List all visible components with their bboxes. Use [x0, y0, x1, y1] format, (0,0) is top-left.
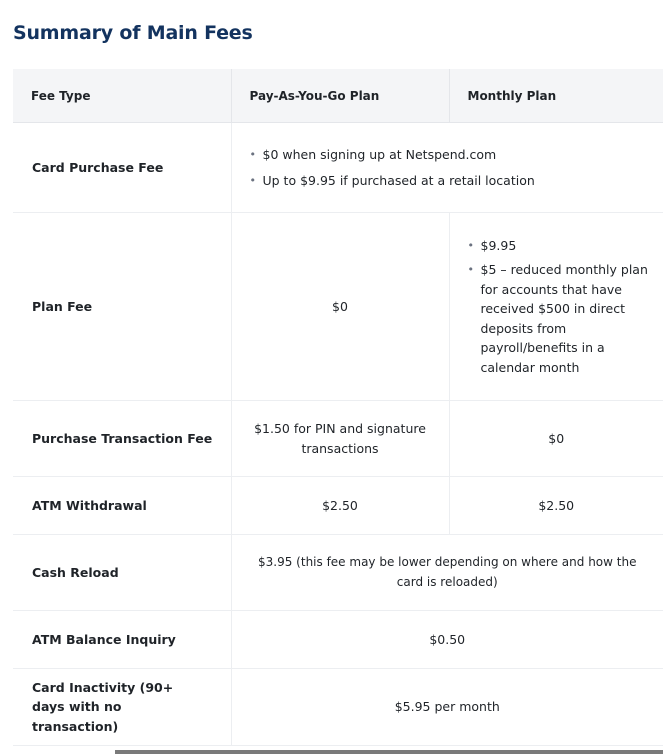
- row-label-atm-balance-inquiry: ATM Balance Inquiry: [13, 611, 231, 669]
- table-row: [13, 123, 663, 213]
- atm-withdrawal-payg-value: $2.50: [231, 477, 449, 535]
- table-row: [13, 477, 663, 535]
- table-row: [13, 213, 663, 401]
- plan-fee-monthly-value: [449, 213, 663, 401]
- header-monthly-plan: Monthly Plan: [449, 69, 663, 123]
- cash-reload-value: $3.95 (this fee may be lower depending on where and how the card is reloaded): [231, 535, 663, 611]
- atm-balance-inquiry-value: $0.50: [231, 611, 663, 669]
- card-inactivity-value: $5.95 per month: [231, 669, 663, 746]
- plan-fee-payg-value: $0: [231, 213, 449, 401]
- horizontal-scrollbar[interactable]: [115, 750, 663, 754]
- list-item: • $9.95: [468, 236, 654, 256]
- table-row: [13, 401, 663, 477]
- row-label-purchase-transaction-fee: Purchase Transaction Fee: [13, 401, 231, 477]
- table-header-row: [13, 69, 663, 123]
- atm-withdrawal-monthly-value: $2.50: [449, 477, 663, 535]
- header-fee-type: Fee Type: [13, 69, 231, 123]
- list-item: • $5 – reduced monthly plan for accounts that have received $500 in direct deposits from payroll/benefits in a calendar month: [468, 260, 654, 377]
- row-label-card-purchase-fee: Card Purchase Fee: [13, 123, 231, 213]
- card-purchase-fee-value: [231, 123, 663, 213]
- row-label-plan-fee: Plan Fee: [13, 213, 231, 401]
- list-item: • $0 when signing up at Netspend.com: [250, 145, 654, 165]
- row-label-cash-reload: Cash Reload: [13, 535, 231, 611]
- list-item: • Up to $9.95 if purchased at a retail location: [250, 171, 654, 191]
- header-payg-plan: Pay-As-You-Go Plan: [231, 69, 449, 123]
- card-purchase-fee-list: [250, 145, 654, 190]
- fees-table: [13, 69, 663, 746]
- page-title: Summary of Main Fees: [13, 22, 253, 44]
- table-row: [13, 611, 663, 669]
- plan-fee-monthly-list: [468, 236, 654, 378]
- purchase-transaction-payg-value: $1.50 for PIN and signature transactions: [231, 401, 449, 477]
- row-label-card-inactivity: Card Inactivity (90+ days with no transaction): [13, 669, 231, 746]
- table-row: [13, 669, 663, 746]
- row-label-atm-withdrawal: ATM Withdrawal: [13, 477, 231, 535]
- purchase-transaction-monthly-value: $0: [449, 401, 663, 477]
- table-row: [13, 535, 663, 611]
